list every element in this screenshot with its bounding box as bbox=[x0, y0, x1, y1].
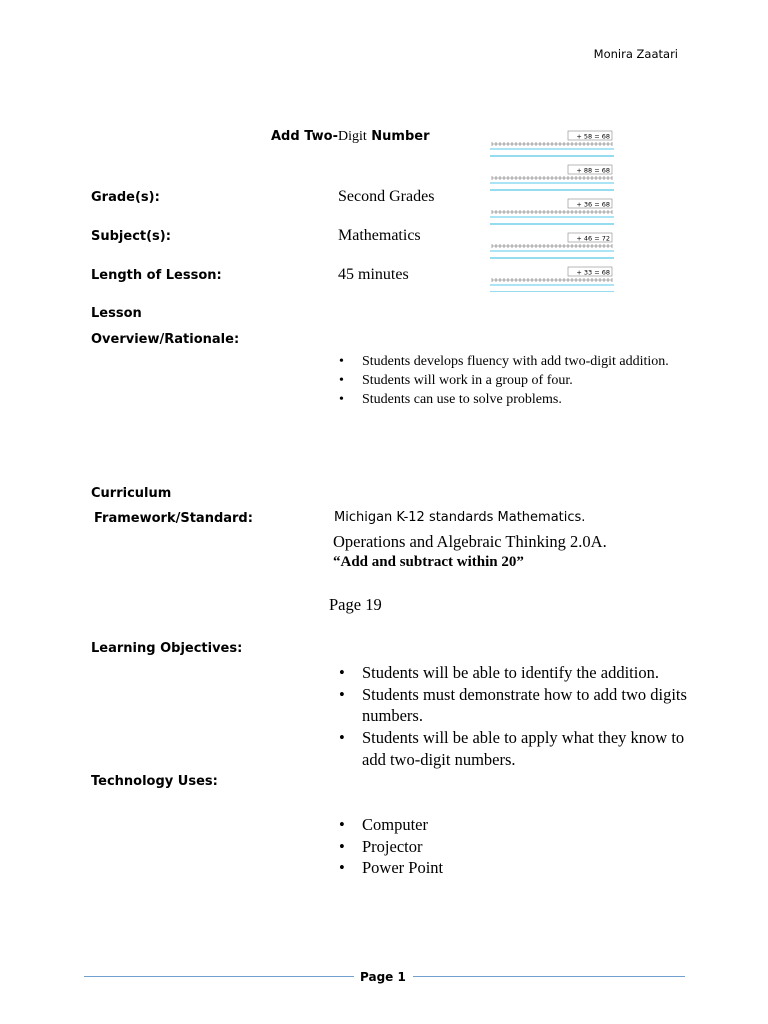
list-item: • Students must demonstrate how to add two digits numbers. bbox=[339, 684, 699, 727]
curriculum-label-2: Framework/Standard: bbox=[94, 511, 253, 526]
objectives-label: Learning Objectives: bbox=[91, 641, 243, 656]
overview-label-1: Lesson bbox=[91, 306, 142, 321]
list-item: • Students will be able to apply what they know to add two-digit numbers. bbox=[339, 727, 699, 770]
equation-text: + 88 = 68 bbox=[576, 166, 610, 175]
overview-label-2: Overview/Rationale: bbox=[91, 332, 240, 347]
grades-value: Second Grades bbox=[338, 188, 435, 205]
title-part-2: Digit bbox=[337, 129, 367, 144]
subjects-label: Subject(s): bbox=[91, 229, 171, 244]
equation-text: + 58 = 68 bbox=[576, 132, 610, 141]
technology-list bbox=[339, 814, 699, 879]
worksheet-strip bbox=[490, 165, 614, 190]
standard-line: Operations and Algebraic Thinking 2.0A. bbox=[333, 532, 607, 551]
standard-page: Page 19 bbox=[329, 595, 382, 614]
footer-page-number: Page 1 bbox=[360, 970, 406, 984]
overview-list bbox=[339, 352, 669, 409]
title-part-1: Add Two- bbox=[271, 129, 338, 144]
technology-label: Technology Uses: bbox=[91, 774, 218, 789]
title-part-3: Number bbox=[366, 129, 430, 144]
list-item: • Power Point bbox=[339, 857, 699, 879]
equation-text: + 36 = 68 bbox=[576, 200, 610, 209]
list-item: • Students develops fluency with add two-digit addition. bbox=[339, 352, 669, 371]
standard-quote: “Add and subtract within 20” bbox=[333, 554, 524, 570]
footer-rule-left bbox=[84, 976, 354, 977]
grades-label: Grade(s): bbox=[91, 190, 160, 205]
list-item: • Students can use to solve problems. bbox=[339, 390, 669, 409]
objectives-list bbox=[339, 662, 699, 771]
length-label: Length of Lesson: bbox=[91, 268, 222, 283]
standard-title: Michigan K-12 standards Mathematics. bbox=[334, 510, 586, 525]
number-line-worksheet-image bbox=[490, 128, 614, 292]
list-item: • Computer bbox=[339, 814, 699, 836]
header-author: Monira Zaatari bbox=[593, 47, 678, 61]
worksheet-strip bbox=[490, 267, 614, 292]
subjects-value: Mathematics bbox=[338, 227, 421, 244]
lesson-title bbox=[271, 128, 430, 145]
footer-rule-right bbox=[413, 976, 685, 977]
worksheet-strip bbox=[490, 199, 614, 224]
list-item: • Students will work in a group of four. bbox=[339, 371, 669, 390]
list-item: • Students will be able to identify the addition. bbox=[339, 662, 699, 684]
equation-text: + 46 = 72 bbox=[576, 234, 610, 243]
worksheet-strip bbox=[490, 131, 614, 156]
curriculum-label-1: Curriculum bbox=[91, 486, 172, 501]
list-item: • Projector bbox=[339, 836, 699, 858]
length-value: 45 minutes bbox=[338, 266, 409, 283]
equation-text: + 33 = 68 bbox=[576, 268, 610, 277]
worksheet-strip bbox=[490, 233, 614, 258]
